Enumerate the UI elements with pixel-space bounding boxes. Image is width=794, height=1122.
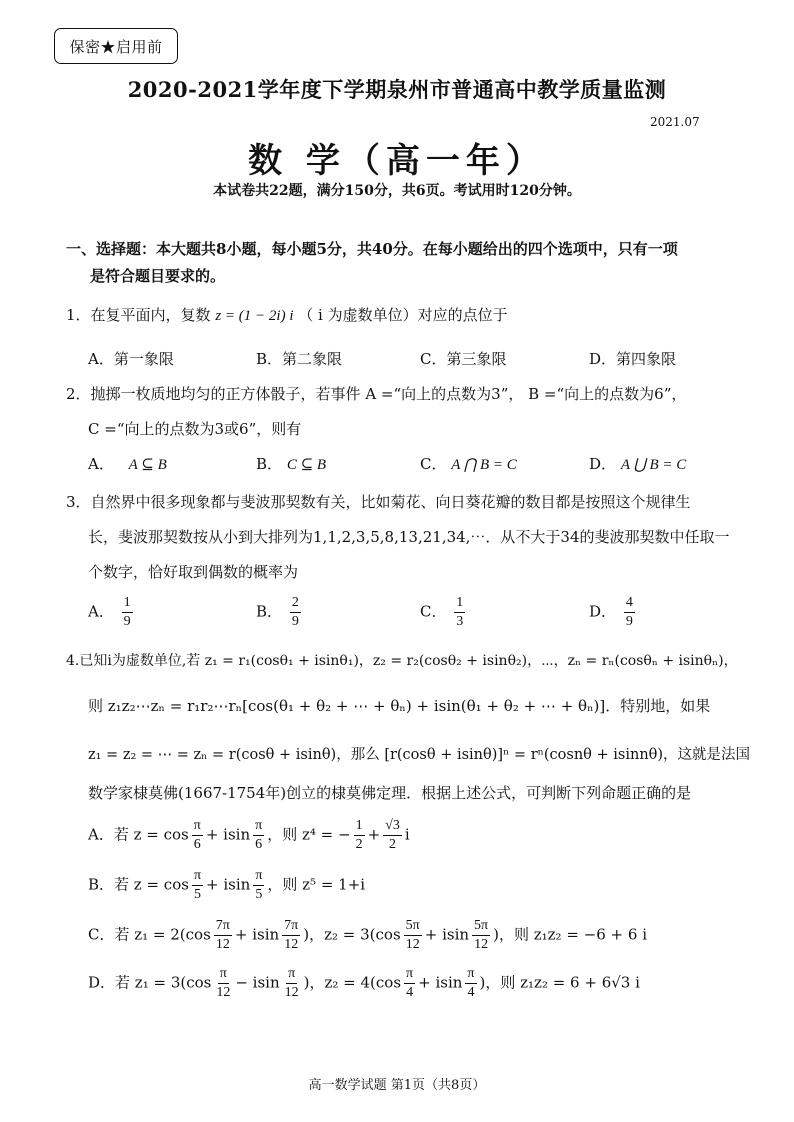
option-text: D．若 z₁ = 3(cos [88, 973, 212, 992]
option-text: )，z₂ = 4(cos [303, 973, 402, 992]
option-expr: C ⊆ B [286, 457, 327, 473]
fraction-denominator: 6 [193, 837, 201, 852]
q1-expr: z = (1 − 2i) i [215, 308, 294, 324]
question-4-stem-cont2: z₁ = z₂ = ⋯ = zₙ = r(cosθ + isinθ)，那么 [r(cosθ + isinθ)]ⁿ = rⁿ(cosnθ + isinnθ)，这就是法国 [88, 747, 751, 763]
fraction-denominator: 5 [255, 887, 263, 902]
question-4-stem: 4.已知i为虚数单位,若 z₁ = r₁(cosθ₁ + isinθ₁)，z₂ = r₂(cosθ₂ + isinθ₂)，⋯，zₙ = rₙ(cosθₙ + isinθₙ)， [66, 653, 738, 669]
question-3-stem: 3．自然界中很多现象都与斐波那契数有关，比如菊花、向日葵花瓣的数目都是按照这个规律生 [66, 493, 691, 511]
fraction-numerator: 4 [624, 595, 635, 613]
confidential-stamp: 保密★启用前 [54, 28, 178, 64]
option-text: + isin [418, 973, 463, 992]
option-label: A． [88, 455, 114, 473]
question-3-stem-cont: 长，斐波那契数按从小到大排列为1,1,2,3,5,8,13,21,34,⋯．从不大于34的斐波那契数中任取一 [88, 528, 730, 546]
fraction-numerator: 1 [454, 595, 465, 613]
option-text: + isin [234, 925, 280, 944]
q1-stem-b: （ i 为虚数单位）对应的点位于 [298, 306, 508, 324]
option-expr: A ⊆ B [128, 457, 167, 473]
fraction-numerator: 2 [290, 595, 301, 613]
fraction [454, 595, 465, 630]
fraction-denominator: 12 [284, 937, 299, 952]
fraction-numerator: 7π [214, 918, 232, 936]
option-text: )，则 z₁z₂ = 6 + 6√3 i [479, 973, 640, 992]
option-label: B． [256, 455, 283, 473]
question-4-stem-cont: 则 z₁z₂⋯zₙ = r₁r₂⋯rₙ[cos(θ₁ + θ₂ + ⋯ + θₙ) + isin(θ₁ + θ₂ + ⋯ + θₙ)]．特别地，如果 [88, 697, 711, 715]
q3-option-d [589, 595, 638, 630]
option-text: + [367, 825, 381, 844]
fraction [192, 818, 203, 853]
fraction [282, 918, 300, 953]
q3-option-b [256, 595, 304, 630]
q2-option-b [256, 454, 326, 475]
fraction [472, 918, 490, 953]
fraction [253, 868, 264, 903]
subject-title: 数 学（高一年） [248, 141, 546, 181]
exam-info: 本试卷共22题，满分150分，共6页。考试用时120分钟。 [213, 183, 581, 199]
option-text: ，则 z⁴ = − [267, 825, 351, 844]
option-text: + isin [206, 875, 251, 894]
option-text: B．若 z = cos [88, 875, 189, 894]
fraction [192, 868, 203, 903]
option-label: D． [589, 602, 617, 621]
option-text: − isin [235, 973, 280, 992]
q1-option-c: C．第三象限 [420, 350, 507, 368]
fraction [290, 595, 301, 630]
fraction-denominator: 12 [216, 985, 231, 1000]
q1-option-b: B．第二象限 [256, 350, 343, 368]
option-label: D． [589, 455, 617, 473]
question-2-stem-cont: C =“向上的点数为3或6”，则有 [88, 420, 302, 438]
fraction-numerator: π [218, 966, 229, 984]
fraction [465, 966, 476, 1001]
option-label: B． [256, 602, 283, 621]
q2-option-a [88, 454, 167, 475]
fraction-denominator: 3 [456, 614, 464, 629]
fraction-numerator: π [404, 966, 415, 984]
option-expr: A ⋂ B = C [451, 457, 517, 473]
fraction-numerator: 5π [404, 918, 422, 936]
fraction [283, 966, 301, 1001]
fraction-denominator: 2 [355, 837, 363, 852]
exam-date: 2021.07 [650, 115, 700, 129]
fraction-numerator: 1 [122, 595, 133, 613]
fraction-numerator: 7π [282, 918, 300, 936]
fraction-denominator: 6 [255, 837, 263, 852]
fraction-denominator: 9 [291, 614, 299, 629]
fraction [624, 595, 635, 630]
fraction-denominator: 5 [193, 887, 201, 902]
option-expr: A ⋃ B = C [620, 457, 687, 473]
question-2-stem: 2．抛掷一枚质地均匀的正方体骰子，若事件 A =“向上的点数为3”， B =“向上的点数为6”， [66, 385, 687, 403]
option-text: )，z₂ = 3(cos [303, 925, 401, 944]
q1-option-d: D．第四象限 [589, 350, 677, 368]
exam-title: 2020-2021学年度下学期泉州市普通高中教学质量监测 [127, 77, 667, 102]
fraction-numerator: π [192, 868, 203, 886]
fraction-numerator: π [286, 966, 297, 984]
q2-option-d [589, 454, 686, 475]
fraction-numerator: 1 [354, 818, 365, 836]
q4-option-c [88, 918, 647, 953]
fraction [253, 818, 264, 853]
fraction-numerator: π [253, 818, 264, 836]
fraction-numerator: π [253, 868, 264, 886]
fraction [383, 818, 402, 853]
q3-option-a [88, 595, 136, 630]
fraction [122, 595, 133, 630]
fraction-denominator: 9 [123, 614, 131, 629]
option-text: + isin [205, 825, 251, 844]
option-label: C． [420, 602, 447, 621]
fraction-denominator: 12 [474, 937, 489, 952]
fraction [354, 818, 365, 853]
question-4-stem-cont3: 数学家棣莫佛(1667-1754年)创立的棣莫佛定理．根据上述公式，可判断下列命题正确的是 [88, 784, 692, 802]
option-text: i [404, 825, 410, 844]
fraction-denominator: 4 [406, 985, 414, 1000]
q4-option-b [88, 868, 365, 903]
fraction-denominator: 9 [625, 614, 633, 629]
fraction-numerator: 5π [472, 918, 490, 936]
question-1-stem [66, 305, 508, 326]
fraction [214, 966, 232, 1001]
option-text: A．若 z = cos [88, 825, 189, 844]
option-text: )，则 z₁z₂ = −6 + 6 i [493, 925, 647, 944]
option-text: ，则 z⁵ = 1+i [267, 875, 366, 894]
q3-option-c [420, 595, 468, 630]
section-heading: 一、选择题：本大题共8小题，每小题5分，共40分。在每小题给出的四个选项中，只有一项 [66, 240, 678, 258]
fraction-denominator: 12 [284, 985, 299, 1000]
q4-option-d [88, 966, 640, 1001]
page-footer: 高一数学试题 第1页（共8页） [308, 1078, 486, 1093]
fraction-denominator: 2 [388, 837, 396, 852]
fraction-numerator: √3 [383, 818, 402, 836]
question-3-stem-cont2: 个数字，恰好取到偶数的概率为 [88, 563, 299, 581]
fraction-denominator: 12 [405, 937, 420, 952]
fraction-numerator: π [192, 818, 203, 836]
q4-option-a [88, 818, 410, 853]
fraction-denominator: 4 [467, 985, 475, 1000]
option-text: + isin [424, 925, 470, 944]
fraction-numerator: π [465, 966, 476, 984]
q1-stem-a: 1．在复平面内，复数 [66, 306, 211, 324]
q2-option-c [420, 454, 517, 475]
fraction [404, 966, 415, 1001]
option-label: A． [88, 602, 114, 621]
section-heading-cont: 是符合题目要求的。 [90, 267, 226, 285]
option-text: C．若 z₁ = 2(cos [88, 925, 211, 944]
q1-option-a: A．第一象限 [88, 350, 174, 368]
fraction-denominator: 12 [215, 937, 230, 952]
fraction [214, 918, 232, 953]
fraction [404, 918, 422, 953]
option-label: C． [420, 455, 447, 473]
